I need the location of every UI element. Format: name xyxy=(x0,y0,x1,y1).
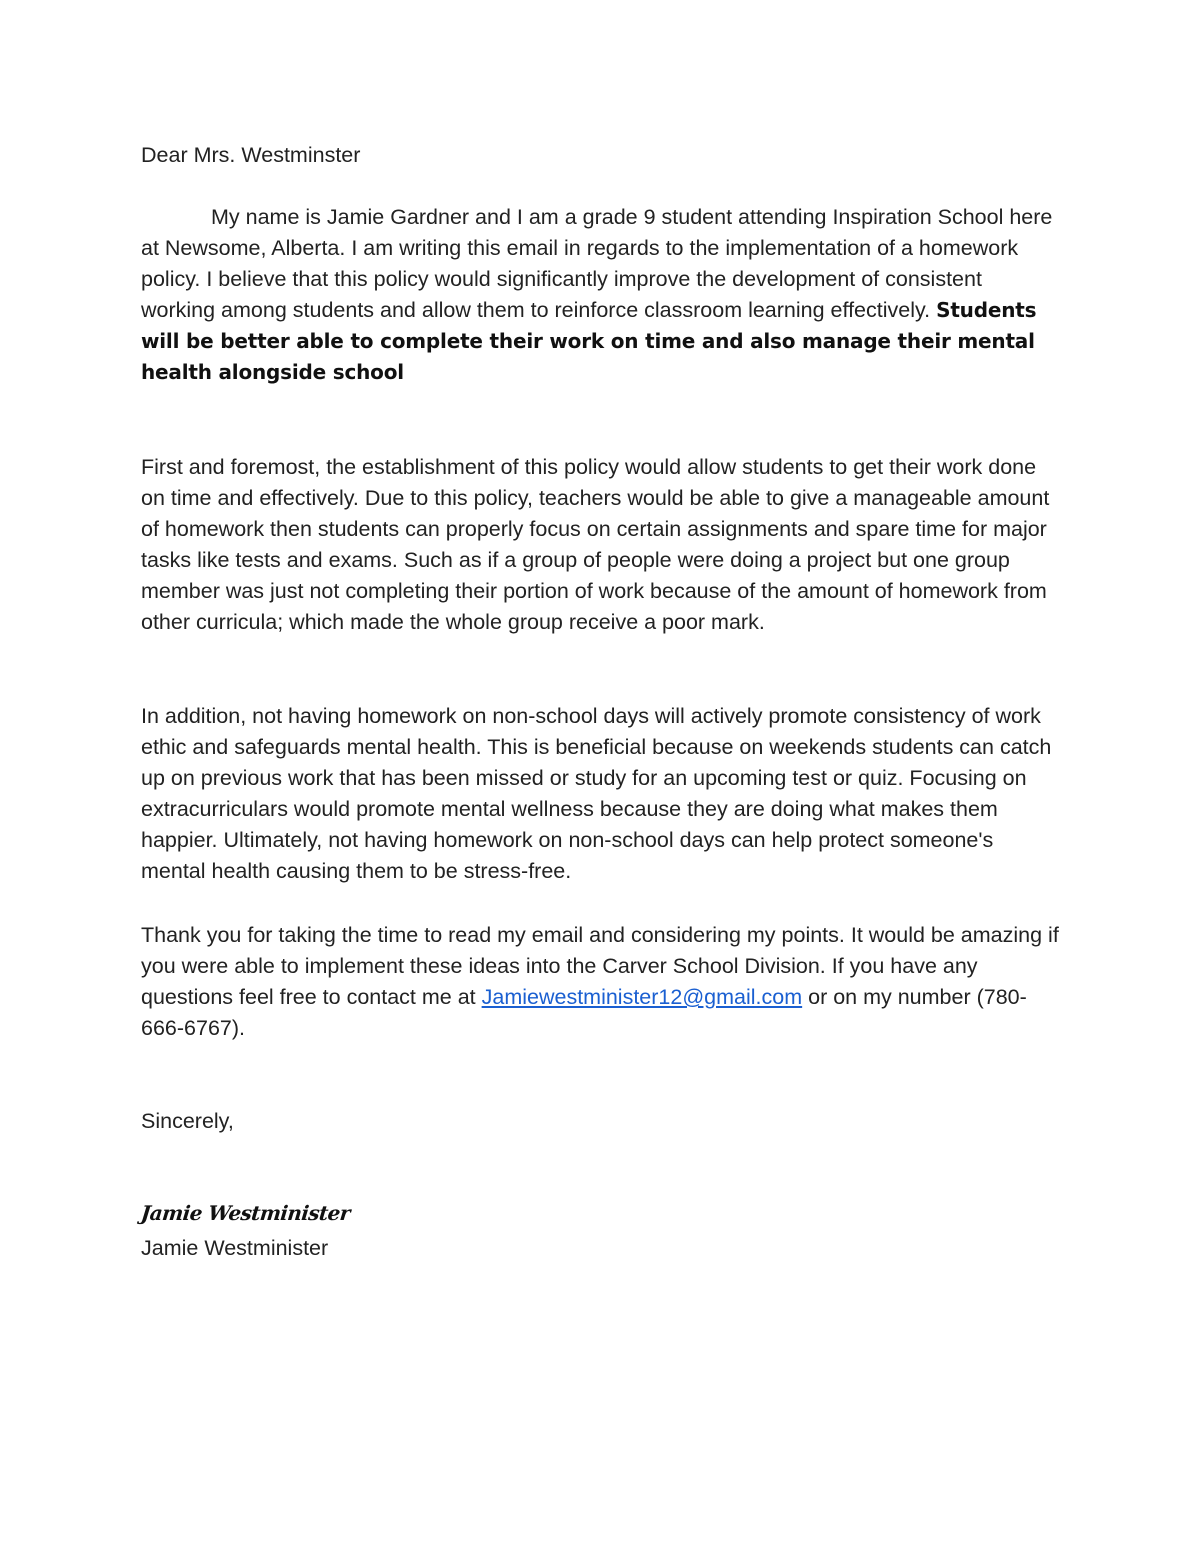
handwritten-signature: Jamie Westminister xyxy=(139,1201,352,1225)
intro-text: My name is Jamie Gardner and I am a grade 9 student attending Inspiration School here at Newsome, Alberta. I am writing this email in regards to the implementation of a homework policy. I believe that this policy would significantly improve the development of consistent working among students and allow them to reinforce classroom learning effectively. xyxy=(141,205,1053,322)
closing: Sincerely, xyxy=(141,1109,234,1133)
paragraph-intro xyxy=(141,202,1061,388)
phone-text: or on my number (780-666-6767). xyxy=(141,985,1027,1040)
paragraph-thanks xyxy=(141,920,1061,1044)
thanks-text: Thank you for taking the time to read my email and considering my points. It would be amazing if you were able to implement these ideas into the Carver School Division. If you have any questions feel free to contact me at xyxy=(141,923,1059,1009)
signature-block xyxy=(141,1198,1061,1229)
paragraph-second-point: In addition, not having homework on non-school days will actively promote consistency of work ethic and safeguards mental health. This is beneficial because on weekends students can catch up on previous work that has been missed or study for an upcoming test or quiz. Focusing on extracurriculars would promote mental wellness because they are doing what makes them happier. Ultimately, not having homework on non-school days can help protect someone's mental health causing them to be stress-free. xyxy=(141,704,1052,883)
salutation: Dear Mrs. Westminster xyxy=(141,143,361,167)
signature-name: Jamie Westminister xyxy=(141,1236,329,1260)
paragraph-first-point: First and foremost, the establishment of this policy would allow students to get their work done on time and effectively. Due to this policy, teachers would be able to give a manageable amount of homework then students can properly focus on certain assignments and spare time for major tasks like tests and exams. Such as if a group of people were doing a project but one group member was just not completing their portion of work because of the amount of homework from other curricula; which made the whole group receive a poor mark. xyxy=(141,455,1050,634)
intro-bold-statement: Students will be better able to complete their work on time and also manage their mental health alongside school xyxy=(141,298,1037,384)
email-link[interactable]: Jamiewestminister12@gmail.com xyxy=(481,985,803,1009)
